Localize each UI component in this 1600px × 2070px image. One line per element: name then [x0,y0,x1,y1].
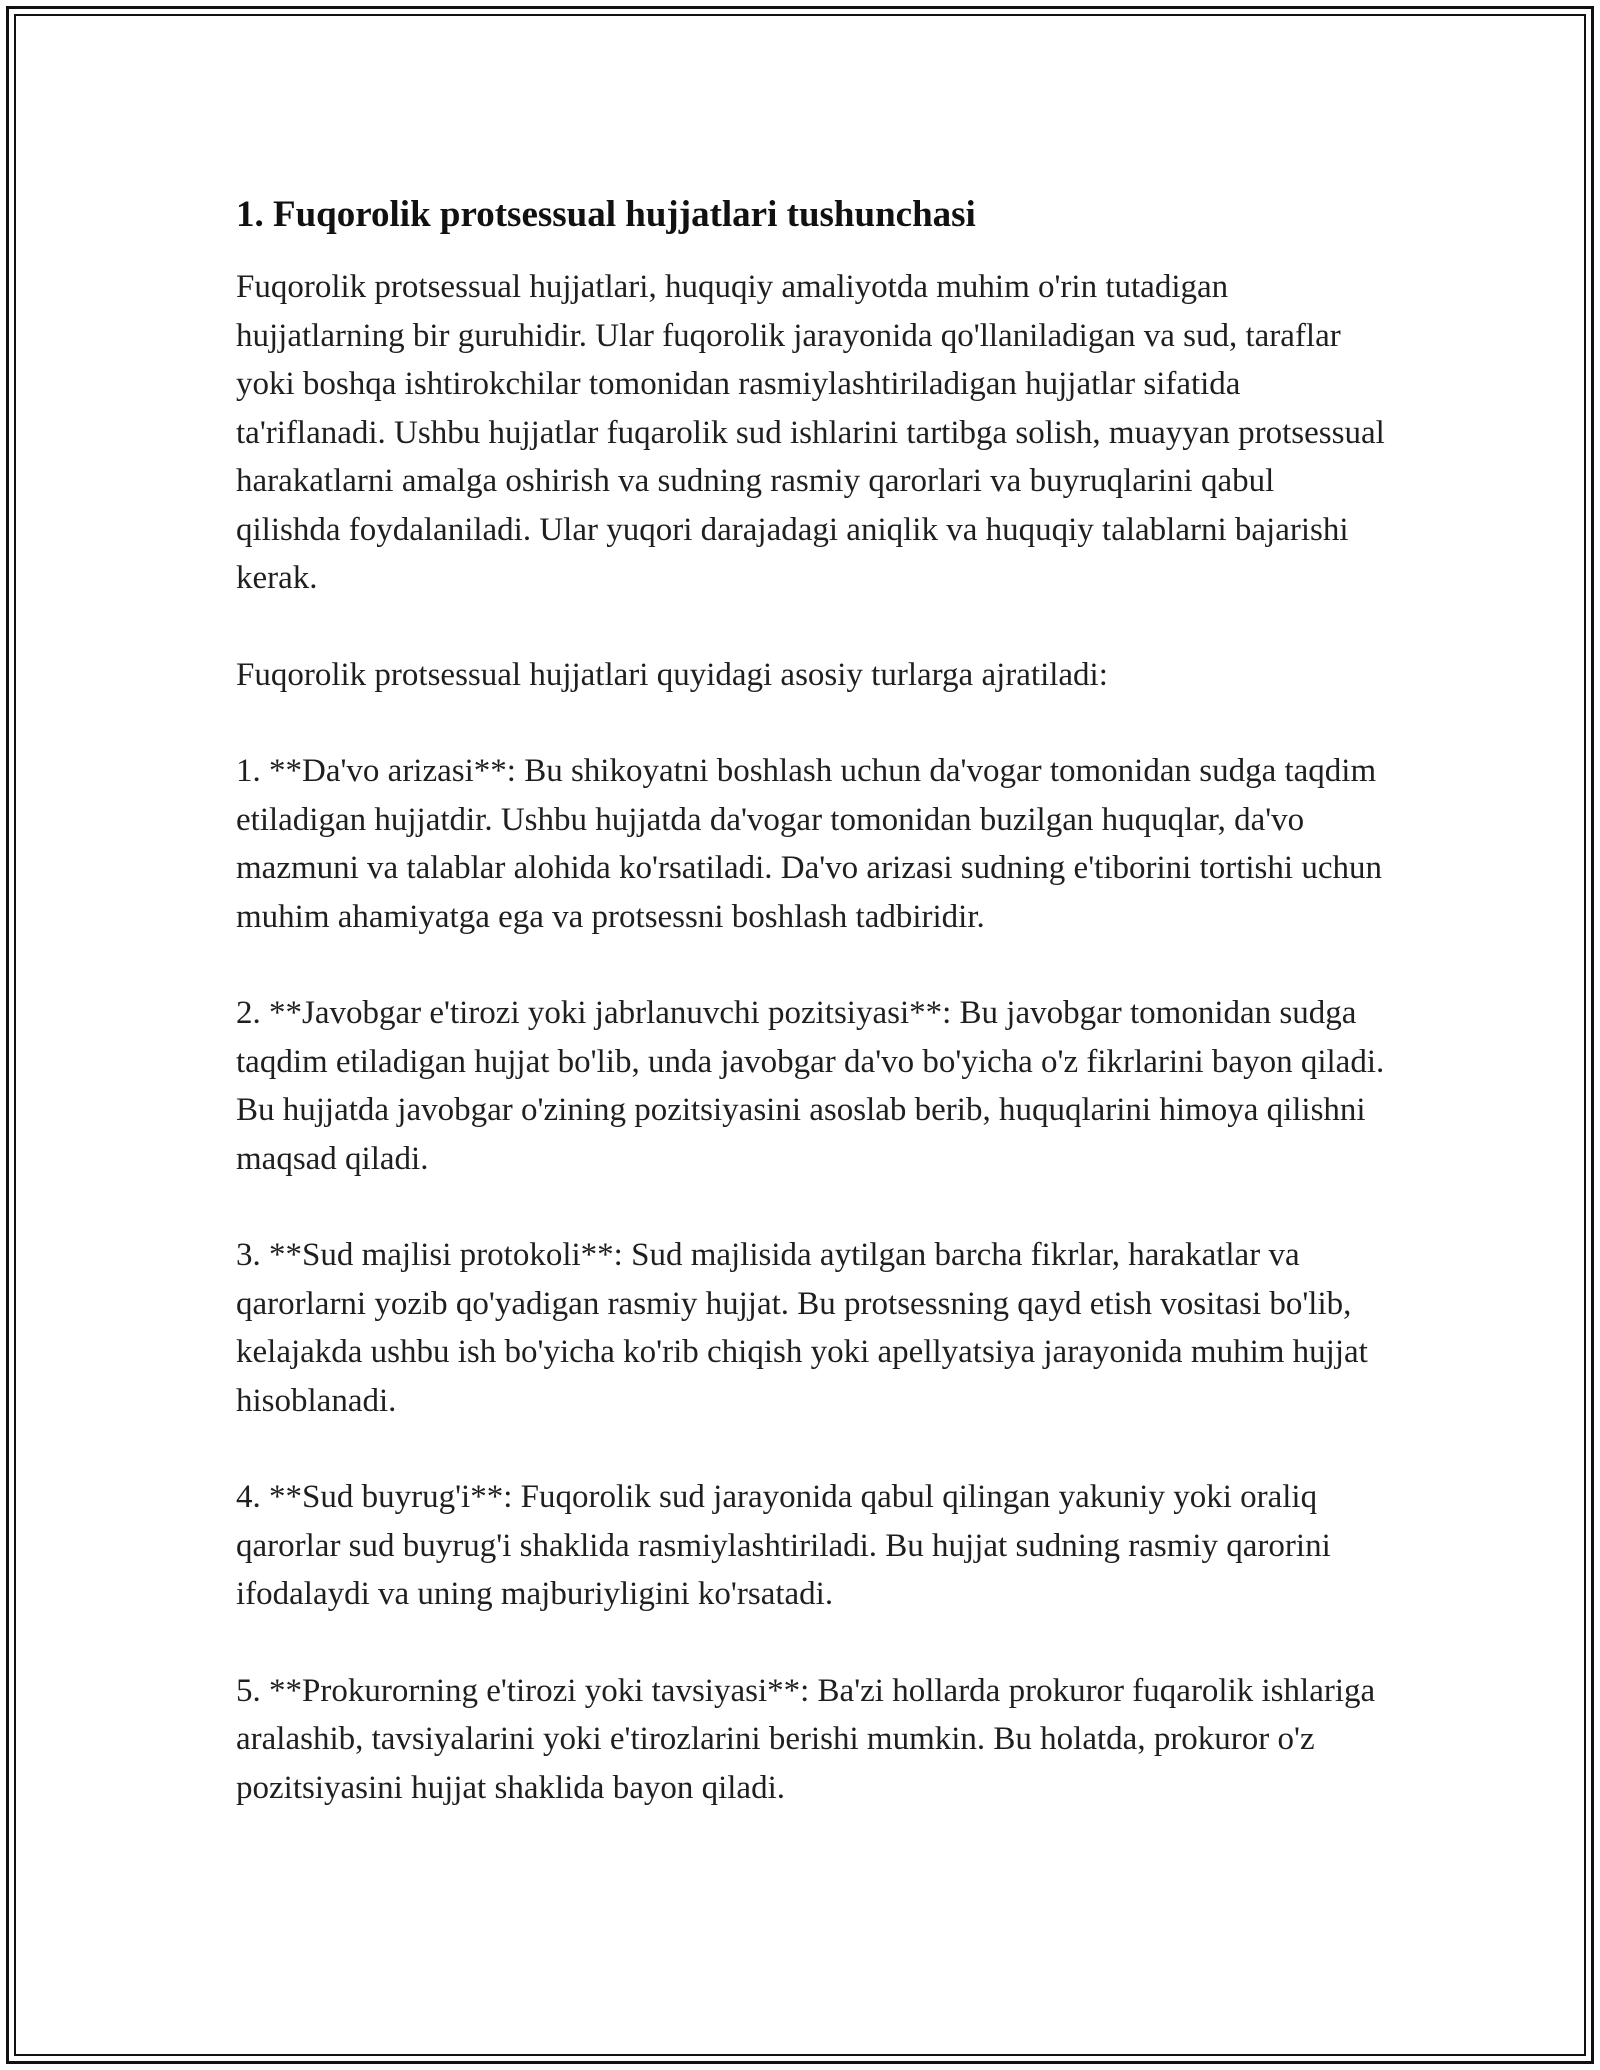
document-body [236,185,1386,1860]
list-item-javobgar-etirozi: 2. **Javobgar e'tirozi yoki jabrlanuvchi pozitsiyasi**: Bu javobgar tomonidan sudga taqdim etiladigan hujjat bo'lib, unda javobgar da'vo bo'yicha o'z fikrlarini bayon qiladi. Bu hujjatda javobgar o'zining pozitsiyasini asoslab berib, huquqlarini himoya qilishni maqsad qiladi. [236,995,1385,1177]
list-item-prokuror-etirozi: 5. **Prokurorning e'tirozi yoki tavsiyasi**: Ba'zi hollarda prokuror fuqarolik ishlariga aralashib, tavsiyalarini yoki e'tirozlarini berishi mumkin. Bu holatda, prokuror o'z pozitsiyasini hujjat shaklida bayon qiladi. [236,1672,1376,1806]
list-item-sud-buyrugi: 4. **Sud buyrug'i**: Fuqorolik sud jarayonida qabul qilingan yakuniy yoki oraliq qarorlar sud buyrug'i shaklida rasmiylashtiriladi. Bu hujjat sudning rasmiy qarorini ifodalaydi va uning majburiyligini ko'rsatadi. [236,1479,1331,1612]
types-intro-paragraph: Fuqorolik protsessual hujjatlari quyidagi asosiy turlarga ajratiladi: [236,656,1108,693]
intro-paragraph: Fuqorolik protsessual hujjatlari, huquqiy amaliyotda muhim o'rin tutadigan hujjatlarning bir guruhidir. Ular fuqorolik jarayonida qo'llaniladigan va sud, taraflar yoki boshqa ishtirokchilar tomonidan rasmiylashtiriladigan hujjatlar sifatida ta'riflanadi. Ushbu hujjatlar fuqarolik sud ishlarini tartibga solish, muayyan protsessual harakatlarni amalga oshirish va sudning rasmiy qarorlari va buyruqlarini qabul qilishda foydalaniladi. Ular yuqori darajadagi aniqlik va huquqiy talablarni bajarishi kerak. [236,269,1385,596]
list-item-davo-arizasi: 1. **Da'vo arizasi**: Bu shikoyatni boshlash uchun da'vogar tomonidan sudga taqdim etiladigan hujjatdir. Ushbu hujjatda da'vogar tomonidan buzilgan huquqlar, da'vo mazmuni va talablar alohida ko'rsatiladi. Da'vo arizasi sudning e'tiborini tortishi uchun muhim ahamiyatga ega va protsessni boshlash tadbiridir. [236,753,1382,935]
list-item-sud-majlisi-protokoli: 3. **Sud majlisi protokoli**: Sud majlisida aytilgan barcha fikrlar, harakatlar va qarorlarni yozib qo'yadigan rasmiy hujjat. Bu protsessning qayd etish vositasi bo'lib, kelajakda ushbu ish bo'yicha ko'rib chiqish yoki apellyatsiya jarayonida muhim hujjat hisoblanadi. [236,1237,1368,1419]
section-heading: 1. Fuqorolik protsessual hujjatlari tushunchasi [236,194,976,235]
